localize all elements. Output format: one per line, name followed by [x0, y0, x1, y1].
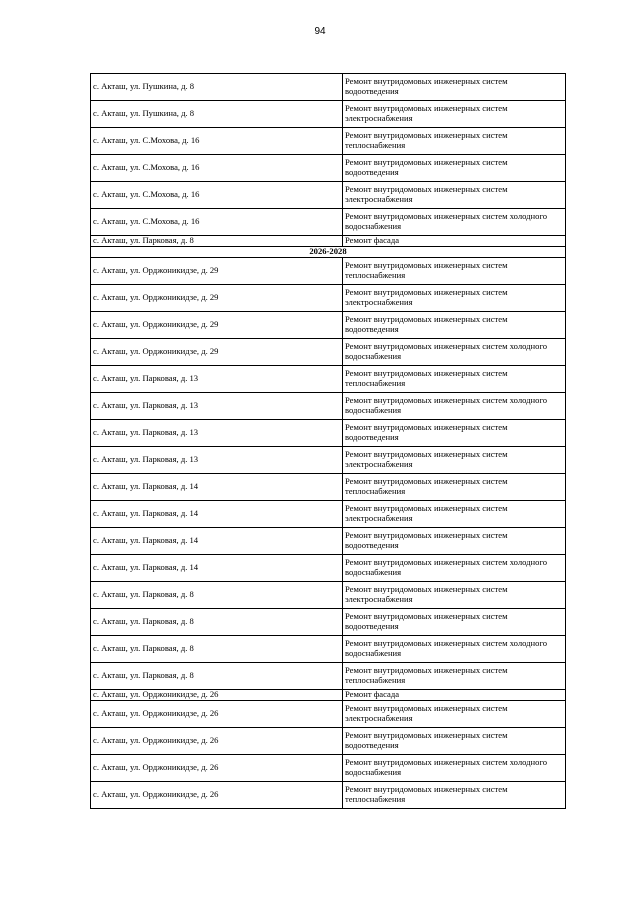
work-type-cell: Ремонт внутридомовых инженерных систем теплоснабжения — [343, 474, 566, 501]
address-cell: с. Акташ, ул. Орджоникидзе, д. 29 — [91, 312, 343, 339]
address-cell: с. Акташ, ул. Орджоникидзе, д. 29 — [91, 339, 343, 366]
table-row — [91, 663, 566, 690]
work-type-cell: Ремонт внутридомовых инженерных систем электроснабжения — [343, 501, 566, 528]
table-row — [91, 155, 566, 182]
work-type-cell: Ремонт внутридомовых инженерных систем водоотведения — [343, 420, 566, 447]
address-cell: с. Акташ, ул. Парковая, д. 8 — [91, 609, 343, 636]
work-type-cell: Ремонт внутридомовых инженерных систем теплоснабжения — [343, 258, 566, 285]
work-type-cell: Ремонт внутридомовых инженерных систем водоотведения — [343, 155, 566, 182]
table-row — [91, 690, 566, 701]
period-heading: 2026-2028 — [91, 247, 566, 258]
work-type-cell: Ремонт внутридомовых инженерных систем электроснабжения — [343, 182, 566, 209]
table-row — [91, 285, 566, 312]
address-cell: с. Акташ, ул. Орджоникидзе, д. 26 — [91, 755, 343, 782]
table-row — [91, 447, 566, 474]
work-type-cell: Ремонт внутридомовых инженерных систем водоотведения — [343, 74, 566, 101]
table-row — [91, 258, 566, 285]
address-cell: с. Акташ, ул. Парковая, д. 14 — [91, 474, 343, 501]
work-type-cell: Ремонт внутридомовых инженерных систем электроснабжения — [343, 701, 566, 728]
table-row — [91, 236, 566, 247]
address-cell: с. Акташ, ул. Парковая, д. 8 — [91, 582, 343, 609]
address-cell: с. Акташ, ул. С.Мохова, д. 16 — [91, 155, 343, 182]
table-row — [91, 609, 566, 636]
address-cell: с. Акташ, ул. Парковая, д. 13 — [91, 366, 343, 393]
address-cell: с. Акташ, ул. С.Мохова, д. 16 — [91, 182, 343, 209]
table-row — [91, 474, 566, 501]
work-type-cell: Ремонт внутридомовых инженерных систем холодного водоснабжения — [343, 755, 566, 782]
work-type-cell: Ремонт внутридомовых инженерных систем холодного водоснабжения — [343, 339, 566, 366]
work-type-cell: Ремонт внутридомовых инженерных систем водоотведения — [343, 528, 566, 555]
table-row — [91, 528, 566, 555]
table-body — [91, 74, 566, 809]
work-type-cell: Ремонт внутридомовых инженерных систем холодного водоснабжения — [343, 209, 566, 236]
table-row — [91, 701, 566, 728]
table-row — [91, 128, 566, 155]
table-row — [91, 209, 566, 236]
page-number: 94 — [314, 26, 326, 37]
table-row — [91, 555, 566, 582]
table-row — [91, 182, 566, 209]
address-cell: с. Акташ, ул. Парковая, д. 14 — [91, 555, 343, 582]
work-type-cell: Ремонт внутридомовых инженерных систем теплоснабжения — [343, 128, 566, 155]
address-cell: с. Акташ, ул. С.Мохова, д. 16 — [91, 209, 343, 236]
repair-schedule-table — [90, 73, 566, 809]
work-type-cell: Ремонт внутридомовых инженерных систем электроснабжения — [343, 447, 566, 474]
address-cell: с. Акташ, ул. С.Мохова, д. 16 — [91, 128, 343, 155]
period-row — [91, 247, 566, 258]
work-type-cell: Ремонт внутридомовых инженерных систем теплоснабжения — [343, 366, 566, 393]
address-cell: с. Акташ, ул. Пушкина, д. 8 — [91, 74, 343, 101]
address-cell: с. Акташ, ул. Орджоникидзе, д. 29 — [91, 258, 343, 285]
work-type-cell: Ремонт внутридомовых инженерных систем теплоснабжения — [343, 782, 566, 809]
table-row — [91, 74, 566, 101]
table-row — [91, 501, 566, 528]
work-type-cell: Ремонт внутридомовых инженерных систем водоотведения — [343, 609, 566, 636]
address-cell: с. Акташ, ул. Парковая, д. 14 — [91, 501, 343, 528]
table-row — [91, 339, 566, 366]
table-row — [91, 755, 566, 782]
work-type-cell: Ремонт внутридомовых инженерных систем водоотведения — [343, 728, 566, 755]
address-cell: с. Акташ, ул. Орджоникидзе, д. 26 — [91, 782, 343, 809]
address-cell: с. Акташ, ул. Орджоникидзе, д. 26 — [91, 701, 343, 728]
work-type-cell: Ремонт фасада — [343, 690, 566, 701]
address-cell: с. Акташ, ул. Парковая, д. 13 — [91, 447, 343, 474]
table-row — [91, 393, 566, 420]
work-type-cell: Ремонт внутридомовых инженерных систем водоотведения — [343, 312, 566, 339]
address-cell: с. Акташ, ул. Парковая, д. 14 — [91, 528, 343, 555]
table-row — [91, 366, 566, 393]
work-type-cell: Ремонт внутридомовых инженерных систем холодного водоснабжения — [343, 393, 566, 420]
work-type-cell: Ремонт внутридомовых инженерных систем холодного водоснабжения — [343, 555, 566, 582]
work-type-cell: Ремонт внутридомовых инженерных систем теплоснабжения — [343, 663, 566, 690]
work-type-cell: Ремонт внутридомовых инженерных систем электроснабжения — [343, 285, 566, 312]
work-type-cell: Ремонт внутридомовых инженерных систем электроснабжения — [343, 582, 566, 609]
address-cell: с. Акташ, ул. Парковая, д. 13 — [91, 393, 343, 420]
address-cell: с. Акташ, ул. Парковая, д. 8 — [91, 236, 343, 247]
table-row — [91, 728, 566, 755]
address-cell: с. Акташ, ул. Парковая, д. 13 — [91, 420, 343, 447]
work-type-cell: Ремонт внутридомовых инженерных систем электроснабжения — [343, 101, 566, 128]
table-row — [91, 582, 566, 609]
address-cell: с. Акташ, ул. Орджоникидзе, д. 26 — [91, 728, 343, 755]
address-cell: с. Акташ, ул. Парковая, д. 8 — [91, 663, 343, 690]
address-cell: с. Акташ, ул. Парковая, д. 8 — [91, 636, 343, 663]
address-cell: с. Акташ, ул. Орджоникидзе, д. 29 — [91, 285, 343, 312]
table-row — [91, 312, 566, 339]
address-cell: с. Акташ, ул. Пушкина, д. 8 — [91, 101, 343, 128]
table-row — [91, 782, 566, 809]
address-cell: с. Акташ, ул. Орджоникидзе, д. 26 — [91, 690, 343, 701]
work-type-cell: Ремонт фасада — [343, 236, 566, 247]
table-row — [91, 420, 566, 447]
work-type-cell: Ремонт внутридомовых инженерных систем холодного водоснабжения — [343, 636, 566, 663]
table-row — [91, 636, 566, 663]
table-row — [91, 101, 566, 128]
